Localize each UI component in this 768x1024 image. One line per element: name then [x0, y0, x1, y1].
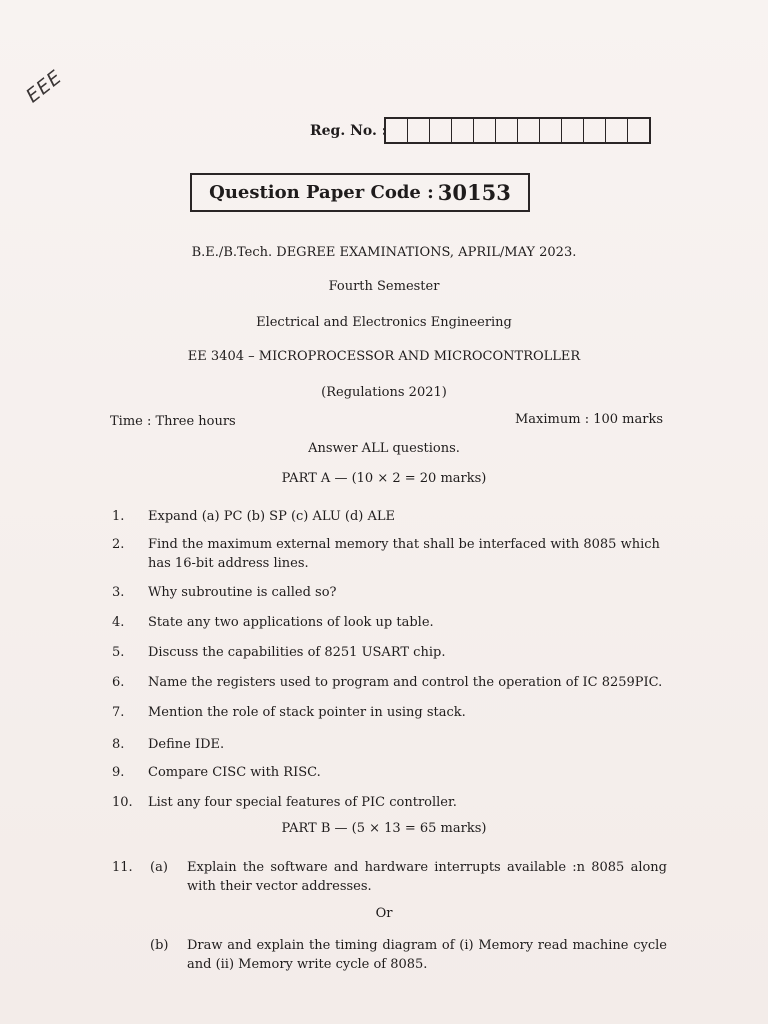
question-number: 7. — [112, 705, 125, 720]
question-text: List any four special features of PIC controller. — [148, 795, 457, 810]
question-number: 6. — [112, 675, 125, 690]
question-number: 5. — [112, 645, 125, 660]
course-title: EE 3404 – MICROPROCESSOR AND MICROCONTROLLER — [187, 349, 581, 364]
question-paper-code-label: Question Paper Code : — [209, 182, 434, 203]
reg-no-box — [562, 119, 584, 142]
reg-no-box — [430, 119, 452, 142]
question-number: 9. — [112, 765, 125, 780]
question-part-label: (b) — [150, 938, 169, 953]
question-paper-code-box — [190, 173, 530, 212]
exam-title: B.E./B.Tech. DEGREE EXAMINATIONS, APRIL/MAY 2023. — [191, 245, 577, 260]
question-number: 8. — [112, 737, 125, 752]
question-text: Draw and explain the timing diagram of (i) Memory read machine cycle and (ii) Memory write cycle of 8085. — [187, 938, 667, 972]
question-text: Explain the software and hardware interrupts available :n 8085 along with their vector addresses. — [187, 860, 667, 894]
question-number: 3. — [112, 585, 125, 600]
question-number: 2. — [112, 537, 125, 552]
question-text: Find the maximum external memory that shall be interfaced with 8085 which has 16-bit address lines. — [148, 537, 660, 571]
maximum-marks: Maximum : 100 marks — [515, 412, 664, 427]
question-text: Mention the role of stack pointer in using stack. — [148, 705, 466, 720]
reg-no-box — [452, 119, 474, 142]
time-allowed: Time : Three hours — [110, 414, 236, 429]
question-number: 4. — [112, 615, 125, 630]
question-text: Discuss the capabilities of 8251 USART chip. — [148, 645, 446, 660]
question-number: 11. — [112, 860, 133, 875]
question-text: Compare CISC with RISC. — [148, 765, 321, 780]
part-b-title: PART B — (5 × 13 = 65 marks) — [281, 821, 487, 836]
or-divider: Or — [375, 906, 393, 921]
question-text: State any two applications of look up table. — [148, 615, 434, 630]
instruction: Answer ALL questions. — [308, 441, 460, 456]
regulations: (Regulations 2021) — [321, 385, 447, 400]
reg-no-box — [408, 119, 430, 142]
department: Electrical and Electronics Engineering — [256, 315, 512, 330]
semester: Fourth Semester — [328, 279, 440, 294]
question-11b — [0, 936, 768, 976]
reg-no-box — [606, 119, 628, 142]
reg-no-box — [518, 119, 540, 142]
question-text: Expand (a) PC (b) SP (c) ALU (d) ALE — [148, 509, 396, 524]
question-number: 1. — [112, 509, 125, 524]
question-text: Why subroutine is called so? — [148, 585, 337, 600]
reg-no-box — [584, 119, 606, 142]
question-text: Define IDE. — [148, 737, 225, 752]
question-number: 10. — [112, 795, 133, 810]
reg-no-label: Reg. No. : — [310, 123, 387, 139]
reg-no-box — [474, 119, 496, 142]
reg-no-box — [496, 119, 518, 142]
question-11a — [0, 858, 768, 898]
question-text: Name the registers used to program and control the operation of IC 8259PIC. — [148, 675, 663, 690]
question-paper-code-number: 30153 — [437, 180, 511, 205]
reg-no-box — [540, 119, 562, 142]
part-a-title: PART A — (10 × 2 = 20 marks) — [281, 471, 487, 486]
reg-no-box — [628, 119, 649, 142]
reg-no-box — [386, 119, 408, 142]
handwritten-note: EEE — [22, 65, 67, 108]
reg-no-boxes — [384, 117, 651, 144]
question-part-label: (a) — [150, 860, 168, 875]
